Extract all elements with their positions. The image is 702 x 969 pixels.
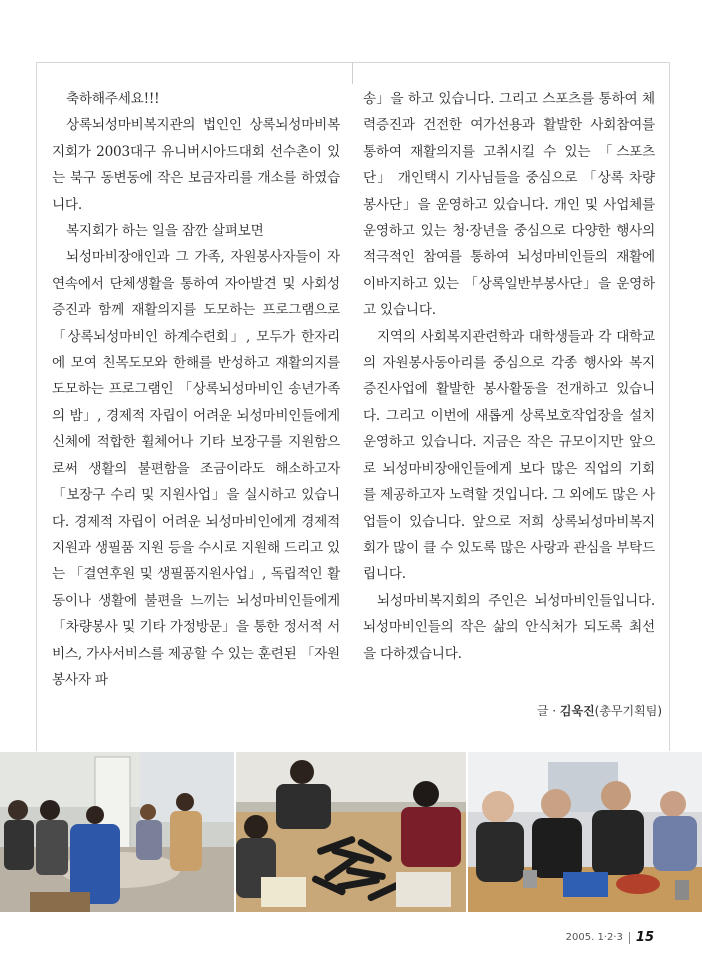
author-dept: (총무기획팀) xyxy=(594,704,662,718)
byline xyxy=(537,702,662,719)
article-paragraph: 복지회가 하는 일을 잠깐 살펴보면 xyxy=(66,223,264,240)
article-paragraph: 상록뇌성마비복지관의 법인인 상록뇌성마비복지회가 2003대구 유니버시아드대회 선수촌이 있는 북구 동변동에 작은 보금자리를 개소를 하였습니다. xyxy=(52,117,340,213)
page-footer xyxy=(566,930,654,945)
footer-separator xyxy=(629,932,630,944)
article-right-column xyxy=(363,86,655,667)
article-paragraph: 축하해주세요!!! xyxy=(66,91,160,107)
article-left-column xyxy=(52,86,340,693)
article-paragraph: 뇌성마비복지회의 주인은 뇌성마비인들입니다. 뇌성마비인들의 작은 삶의 안식처가 되도록 최선을 다하겠습니다. xyxy=(363,592,655,662)
photo-group-at-tables xyxy=(0,752,234,912)
author-name: 김욱진 xyxy=(559,704,595,718)
photo-smiling-group-with-snacks xyxy=(468,752,702,912)
article-paragraph: 지역의 사회복지관련학과 대학생들과 각 대학교의 자원봉사동아리를 중심으로 각종 행사와 복지증진사업에 활발한 봉사활동을 전개하고 있습니다. 그리고 이번에 새롭게 상록보호작업장을 설치 운영하고 있습니다. 지금은 작은 규모이지만 앞으로 뇌성마비장애인들에게 보다 많은 직업의 기회를 제공하고자 노력할 것입니다. 그 외에도 많은 사업들이 있습니다. 앞으로 저희 상록뇌성마비복지회가 많이 클 수 있도록 많은 사랑과 관심을 부탁드립니다. xyxy=(363,328,655,583)
issue-date: 2005. 1·2·3 xyxy=(565,932,623,943)
column-divider xyxy=(352,62,353,84)
article-paragraph: 송」을 하고 있습니다. 그리고 스포츠를 통하여 체력증진과 건전한 여가선용과 활발한 사회참여를 통하여 재활의지를 고취시킬 수 있는 「스포츠단」 개인택시 기사님들을 중심으로 「상록 차량봉사단」을 운영하고 있습니다. 개인 및 사업체를 운영하고 있는 청·장년을 중심으로 다양한 행사의 적극적인 참여를 통하여 뇌성마비인들의 재활에 이바지하고 있는 「상록일반부봉사단」을 운영하고 있습니다. xyxy=(363,91,655,319)
photo-hands-assembling-parts xyxy=(236,752,466,912)
page-number: 15 xyxy=(635,930,654,945)
byline-prefix: 글 · xyxy=(536,704,560,718)
article-paragraph: 뇌성마비장애인과 그 가족, 자원봉사자들이 자연속에서 단체생활을 통하여 자아발견 및 사회성 증진과 함께 재활의지를 도모하는 프로그램으로 「상록뇌성마비인 하계수련회」, 모두가 한자리에 모여 친목도모와 한해를 반성하고 재활의지를 도모하는 프로그램인 「상록뇌성마비인 송년가족의 밤」, 경제적 자립이 어려운 뇌성마비인들에게 신체에 적합한 휠체어나 기타 보장구를 지원함으로써 생활의 불편함을 조금이라도 해소하고자 「보장구 수리 및 지원사업」을 실시하고 있습니다. 경제적 자립이 어려운 뇌성마비인에게 경제적 지원과 생필품 지원 등을 수시로 지원해 드리고 있는 「결연후원 및 생필품지원사업」, 독립적인 활동이나 생활에 불편을 느끼는 뇌성마비인들에게 「차량봉사 및 기타 가정방문」을 통한 정서적 서비스, 가사서비스를 제공할 수 있는 훈련된 「자원봉사자 파 xyxy=(52,249,340,688)
